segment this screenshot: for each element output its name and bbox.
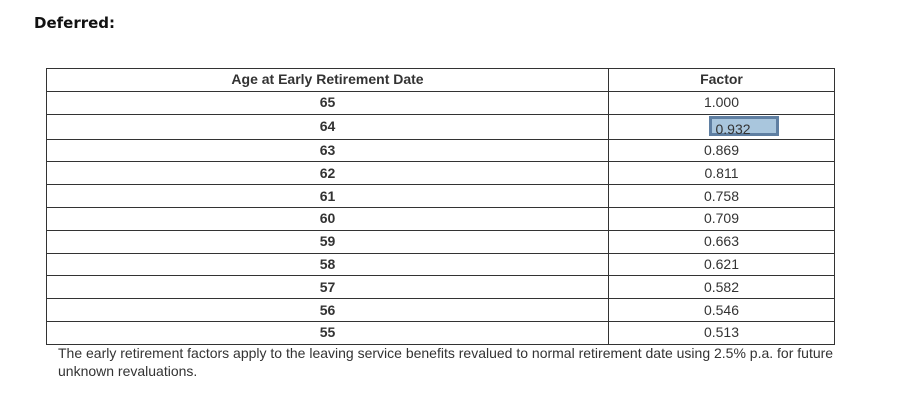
- age-cell: 62: [47, 162, 609, 185]
- factor-cell: 0.709: [609, 207, 835, 230]
- table-row: [47, 91, 835, 114]
- factor-cell: 0.663: [609, 230, 835, 253]
- table-row: [47, 321, 835, 344]
- section-heading: Deferred:: [34, 14, 116, 32]
- table-row: [47, 253, 835, 276]
- factor-cell: 0.582: [609, 276, 835, 299]
- table-row: [47, 162, 835, 185]
- factor-cell-selected[interactable]: [609, 114, 835, 139]
- factor-cell: 1.000: [609, 91, 835, 114]
- factor-cell: 0.546: [609, 299, 835, 322]
- age-cell: 65: [47, 91, 609, 114]
- age-cell: 55: [47, 321, 609, 344]
- table-row: [47, 207, 835, 230]
- factor-cell: 0.758: [609, 185, 835, 208]
- selected-cell-highlight[interactable]: 0.932: [709, 116, 779, 136]
- table-header-row: [47, 69, 835, 92]
- factor-cell: 0.811: [609, 162, 835, 185]
- age-cell: 63: [47, 139, 609, 162]
- table-row: [47, 276, 835, 299]
- age-cell: 59: [47, 230, 609, 253]
- factor-cell: 0.513: [609, 321, 835, 344]
- table-row: [47, 114, 835, 139]
- factor-cell: 0.869: [609, 139, 835, 162]
- age-cell: 64: [47, 114, 609, 139]
- factor-cell: 0.621: [609, 253, 835, 276]
- age-cell: 61: [47, 185, 609, 208]
- table-row: [47, 185, 835, 208]
- retirement-factor-table: [46, 68, 835, 345]
- age-cell: 60: [47, 207, 609, 230]
- table-row: [47, 230, 835, 253]
- column-header-factor: Factor: [609, 69, 835, 92]
- age-cell: 56: [47, 299, 609, 322]
- age-cell: 57: [47, 276, 609, 299]
- age-cell: 58: [47, 253, 609, 276]
- table-row: [47, 139, 835, 162]
- table-footnote: The early retirement factors apply to the leaving service benefits revalued to normal retirement date using 2.5% p.a. for future unknown revaluations.: [58, 345, 834, 379]
- column-header-age: Age at Early Retirement Date: [47, 69, 609, 92]
- table-row: [47, 299, 835, 322]
